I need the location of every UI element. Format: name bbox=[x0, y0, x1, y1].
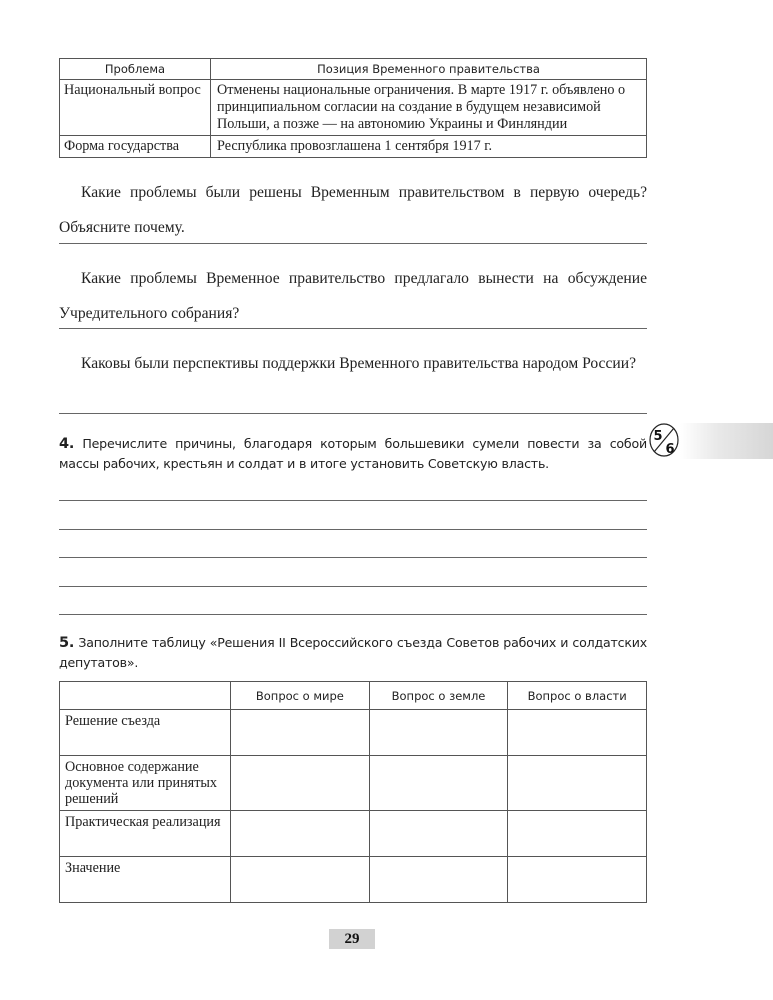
chapter-tab-band bbox=[680, 423, 773, 459]
provisional-government-table bbox=[59, 58, 647, 158]
row-label: Решение съезда bbox=[60, 710, 231, 756]
row-label: Основное содержание документа или принятых решений bbox=[60, 756, 231, 811]
question-3 bbox=[59, 346, 647, 381]
task-4-text: Перечислите причины, благодаря которым большевики сумели повести за собой массы рабочих, крестьян и солдат и в итоге установить Советскую власть. bbox=[59, 436, 647, 471]
answer-cell[interactable] bbox=[369, 710, 508, 756]
table-row bbox=[60, 756, 647, 811]
question-2 bbox=[59, 261, 647, 331]
task-5-number: 5. bbox=[59, 635, 75, 651]
answer-cell[interactable] bbox=[231, 756, 370, 811]
answer-cell[interactable] bbox=[508, 710, 647, 756]
cell-problem: Национальный вопрос bbox=[60, 80, 211, 136]
answer-line[interactable] bbox=[59, 243, 647, 244]
table-header-row bbox=[60, 682, 647, 710]
table-row bbox=[60, 811, 647, 857]
header-power-question: Вопрос о власти bbox=[508, 682, 647, 710]
table-row bbox=[60, 857, 647, 903]
row-label: Практическая реализация bbox=[60, 811, 231, 857]
header-empty bbox=[60, 682, 231, 710]
answer-cell[interactable] bbox=[231, 811, 370, 857]
cell-position: Республика провозглашена 1 сентября 1917 г. bbox=[211, 136, 647, 158]
answer-line[interactable] bbox=[59, 413, 647, 414]
question-2-text: Какие проблемы Временное правительство предлагало вынести на обсуждение Учредительного собрания? bbox=[59, 270, 647, 322]
question-1-text: Какие проблемы были решены Временным правительством в первую очередь? Объясните почему. bbox=[59, 184, 647, 236]
header-peace-question: Вопрос о мире bbox=[231, 682, 370, 710]
answer-cell[interactable] bbox=[508, 756, 647, 811]
table-row bbox=[60, 80, 647, 136]
page-number: 29 bbox=[329, 929, 375, 949]
answer-cell[interactable] bbox=[508, 857, 647, 903]
answer-line[interactable] bbox=[59, 500, 647, 501]
difficulty-fraction-badge bbox=[648, 422, 680, 458]
task-5-text: Заполните таблицу «Решения II Всероссийского съезда Советов рабочих и солдатских депутатов». bbox=[59, 635, 647, 670]
answer-line[interactable] bbox=[59, 557, 647, 558]
task-5 bbox=[59, 633, 647, 672]
row-label: Значение bbox=[60, 857, 231, 903]
header-land-question: Вопрос о земле bbox=[369, 682, 508, 710]
badge-denominator: 6 bbox=[665, 442, 675, 457]
task-4-number: 4. bbox=[59, 436, 75, 452]
header-problem: Проблема bbox=[60, 59, 211, 80]
answer-cell[interactable] bbox=[369, 857, 508, 903]
answer-cell[interactable] bbox=[231, 710, 370, 756]
answer-line[interactable] bbox=[59, 328, 647, 329]
answer-line[interactable] bbox=[59, 614, 647, 615]
answer-cell[interactable] bbox=[231, 857, 370, 903]
badge-numerator: 5 bbox=[653, 429, 663, 444]
cell-problem: Форма государства bbox=[60, 136, 211, 158]
table-row bbox=[60, 136, 647, 158]
cell-position: Отменены национальные ограничения. В марте 1917 г. объявлено о принципиальном согласии на создание в будущем независимой Польши, а позже — на автономию Украины и Финляндии bbox=[211, 80, 647, 136]
table-row bbox=[60, 710, 647, 756]
answer-cell[interactable] bbox=[369, 811, 508, 857]
question-1 bbox=[59, 175, 647, 245]
congress-decisions-table bbox=[59, 681, 647, 903]
table-header-row bbox=[60, 59, 647, 80]
answer-cell[interactable] bbox=[508, 811, 647, 857]
answer-line[interactable] bbox=[59, 529, 647, 530]
answer-cell[interactable] bbox=[369, 756, 508, 811]
task-4 bbox=[59, 434, 647, 473]
question-3-text: Каковы были перспективы поддержки Временного правительства народом России? bbox=[81, 355, 637, 372]
header-position: Позиция Временного правительства bbox=[211, 59, 647, 80]
answer-line[interactable] bbox=[59, 586, 647, 587]
